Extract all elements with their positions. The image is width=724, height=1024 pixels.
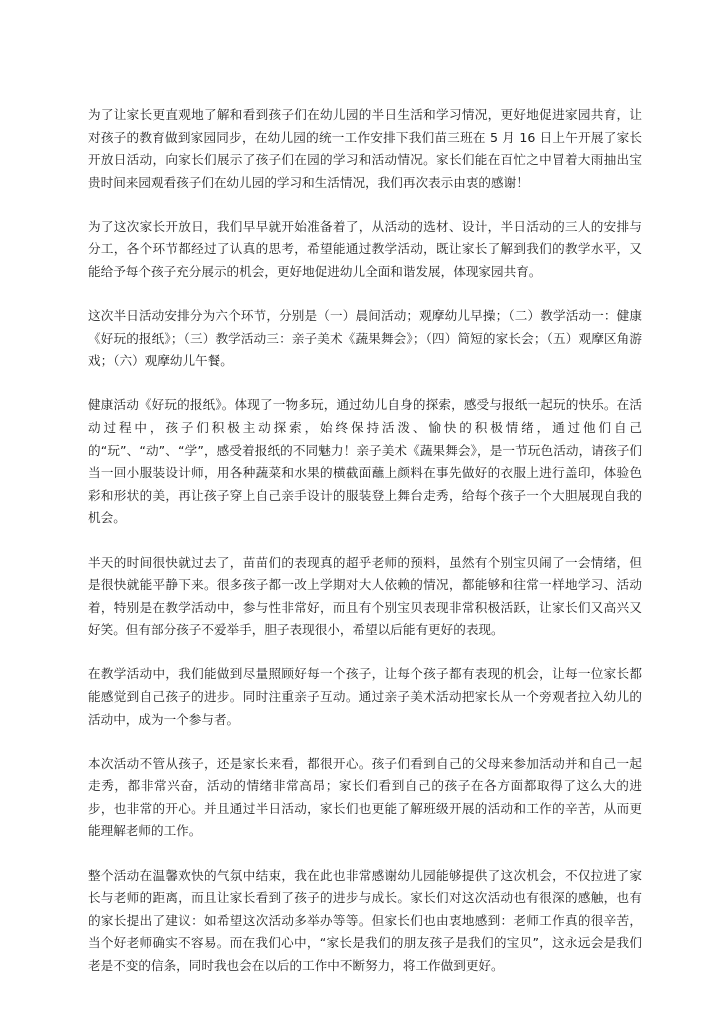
paragraph-1: 为了让家长更直观地了解和看到孩子们在幼儿园的半日生活和学习情况，更好地促进家园共育，让对孩子的教育做到家园同步，在幼儿园的统一工作安排下我们苗三班在 5 月 16 日上午开展了家长开放日活动，向家长们展示了孩子们在园的学习和活动情况。家长们能在百忙之中冒着大雨抽出宝贵时间来园观看孩子们在幼儿园的学习和生活情况，我们再次表示由衷的感谢！ bbox=[88, 107, 642, 190]
paragraph-3: 这次半日活动安排分为六个环节，分别是（一）晨间活动；观摩幼儿早操；（二）教学活动一：健康《好玩的报纸》；（三）教学活动三：亲子美术《蔬果舞会》；（四）简短的家长会；（五）观摩区角游戏；（六）观摩幼儿午餐。 bbox=[88, 308, 642, 369]
paragraph-8: 整个活动在温馨欢快的气氛中结束，我在此也非常感谢幼儿园能够提供了这次机会，不仅拉进了家长与老师的距离，而且让家长看到了孩子的进步与成长。家长们对这次活动也有很深的感触，也有的家长提出了建议：如希望这次活动多举办等等。但家长们也由衷地感到：老师工作真的很辛苦，当个好老师确实不容易。而在我们心中，“家长是我们的朋友孩子是我们的宝贝”，这永远会是我们老是不变的信条，同时我也会在以后的工作中不断努力，将工作做到更好。 bbox=[88, 867, 642, 973]
paragraph-2: 为了这次家长开放日，我们早早就开始准备着了，从活动的选材、设计，半日活动的三人的安排与分工，各个环节都经过了认真的思考，希望能通过教学活动，既让家长了解到我们的教学水平，又能给予每个孩子充分展示的机会，更好地促进幼儿全面和谐发展，体现家园共育。 bbox=[88, 218, 642, 280]
paragraph-4: 健康活动《好玩的报纸》。体现了一物多玩，通过幼儿自身的探索，感受与报纸一起玩的快乐。在活动过程中，孩子们积极主动探索，始终保持活泼、愉快的积极情绪，通过他们自己的“玩”、“动”、“学”，感受着报纸的不同魅力！亲子美术《蔬果舞会》，是一节玩色活动，请孩子们当一回小服装设计师，用各种蔬菜和水果的横截面蘸上颜料在事先做好的衣服上进行盖印，体验色彩和形状的美，再让孩子穿上自己亲手设计的服装登上舞台走秀，给每个孩子一个大胆展现自我的机会。 bbox=[88, 397, 642, 526]
paragraph-6: 在教学活动中，我们能做到尽量照顾好每一个孩子，让每个孩子都有表现的机会，让每一位家长都能感觉到自己孩子的进步。同时注重亲子互动。通过亲子美术活动把家长从一个旁观者拉入幼儿的活动中，成为一个参与者。 bbox=[88, 666, 642, 727]
paragraph-7: 本次活动不管从孩子，还是家长来看，都很开心。孩子们看到自己的父母来参加活动并和自己一起走秀，都非常兴奋，活动的情绪非常高昂；家长们看到自己的孩子在各方面都取得了这么大的进步，也非常的开心。并且通过半日活动，家长们也更能了解班级开展的活动和工作的辛苦，从而更能理解老师的工作。 bbox=[88, 755, 642, 839]
paragraph-5: 半天的时间很快就过去了，苗苗们的表现真的超乎老师的预料，虽然有个别宝贝闹了一会情绪，但是很快就能平静下来。很多孩子都一改上学期对大人依赖的情况，都能够和往常一样地学习、活动着，特别是在教学活动中，参与性非常好，而且有个别宝贝表现非常积极活跃，让家长们又高兴又好笑。但有部分孩子不爱举手，胆子表现很小，希望以后能有更好的表现。 bbox=[88, 554, 642, 638]
document-body bbox=[88, 104, 642, 978]
